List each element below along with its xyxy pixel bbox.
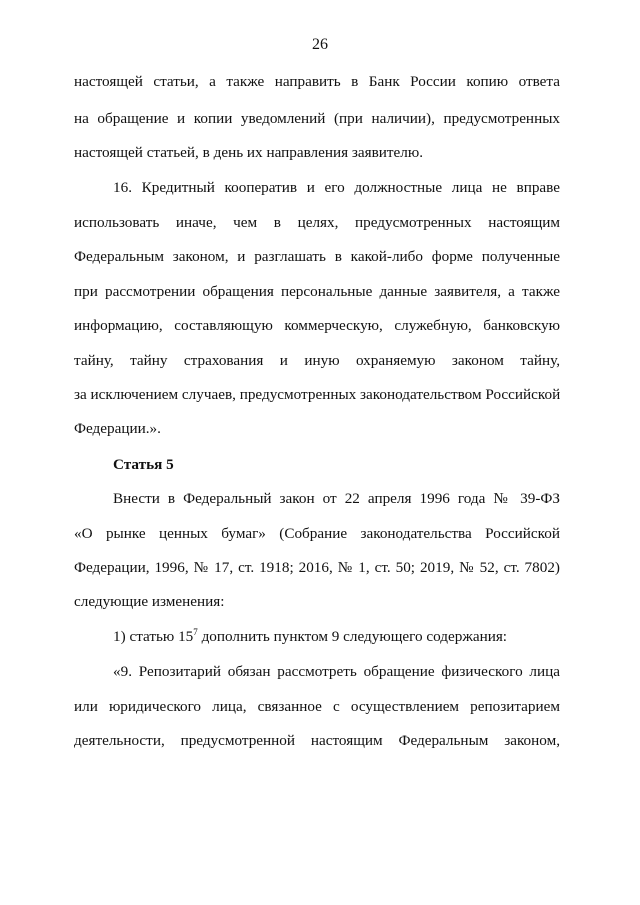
paragraph-5-line-2: или юридического лица, связанное с осуществлением репозитарием bbox=[74, 698, 560, 715]
paragraph-1-line-2: на обращение и копии уведомлений (при наличии), предусмотренных bbox=[74, 110, 560, 127]
paragraph-4-line-1 bbox=[113, 627, 560, 647]
paragraph-4-superscript: 7 bbox=[193, 627, 198, 637]
paragraph-2-line-6: тайну, тайну страхования и иную охраняемую законом тайну, bbox=[74, 352, 560, 369]
paragraph-2-line-5: информацию, составляющую коммерческую, служебную, банковскую bbox=[74, 317, 560, 334]
paragraph-2-line-2: использовать иначе, чем в целях, предусмотренных настоящим bbox=[74, 214, 560, 231]
paragraph-3-line-4: следующие изменения: bbox=[74, 593, 225, 610]
paragraph-3-line-3: Федерации, 1996, № 17, ст. 1918; 2016, № 1, ст. 50; 2019, № 52, ст. 7802) bbox=[74, 559, 560, 576]
paragraph-3-line-2: «О рынке ценных бумаг» (Собрание законодательства Российской bbox=[74, 525, 560, 542]
page-number: 26 bbox=[312, 36, 328, 53]
article-heading: Статья 5 bbox=[113, 456, 174, 473]
paragraph-2-line-1: 16. Кредитный кооператив и его должностные лица не вправе bbox=[113, 179, 560, 196]
paragraph-2-line-4: при рассмотрении обращения персональные данные заявителя, а также bbox=[74, 283, 560, 300]
paragraph-1-line-3: настоящей статьей, в день их направления заявителю. bbox=[74, 144, 424, 161]
paragraph-4-text-after: дополнить пунктом 9 следующего содержания: bbox=[197, 628, 508, 645]
paragraph-2-line-8: Федерации.». bbox=[74, 420, 161, 437]
paragraph-3-line-1: Внести в Федеральный закон от 22 апреля 1996 года № 39-ФЗ bbox=[113, 490, 560, 507]
paragraph-5-line-3: деятельности, предусмотренной настоящим Федеральным законом, bbox=[74, 732, 560, 749]
paragraph-2-line-3: Федеральным законом, и разглашать в какой-либо форме полученные bbox=[74, 248, 560, 265]
paragraph-4-text-before: 1) статью 15 bbox=[113, 628, 194, 645]
paragraph-5-line-1: «9. Репозитарий обязан рассмотреть обращение физического лица bbox=[113, 663, 560, 680]
paragraph-2-line-7: за исключением случаев, предусмотренных законодательством Российской bbox=[74, 386, 561, 403]
paragraph-1-line-1: настоящей статьи, а также направить в Банк России копию ответа bbox=[74, 73, 560, 90]
